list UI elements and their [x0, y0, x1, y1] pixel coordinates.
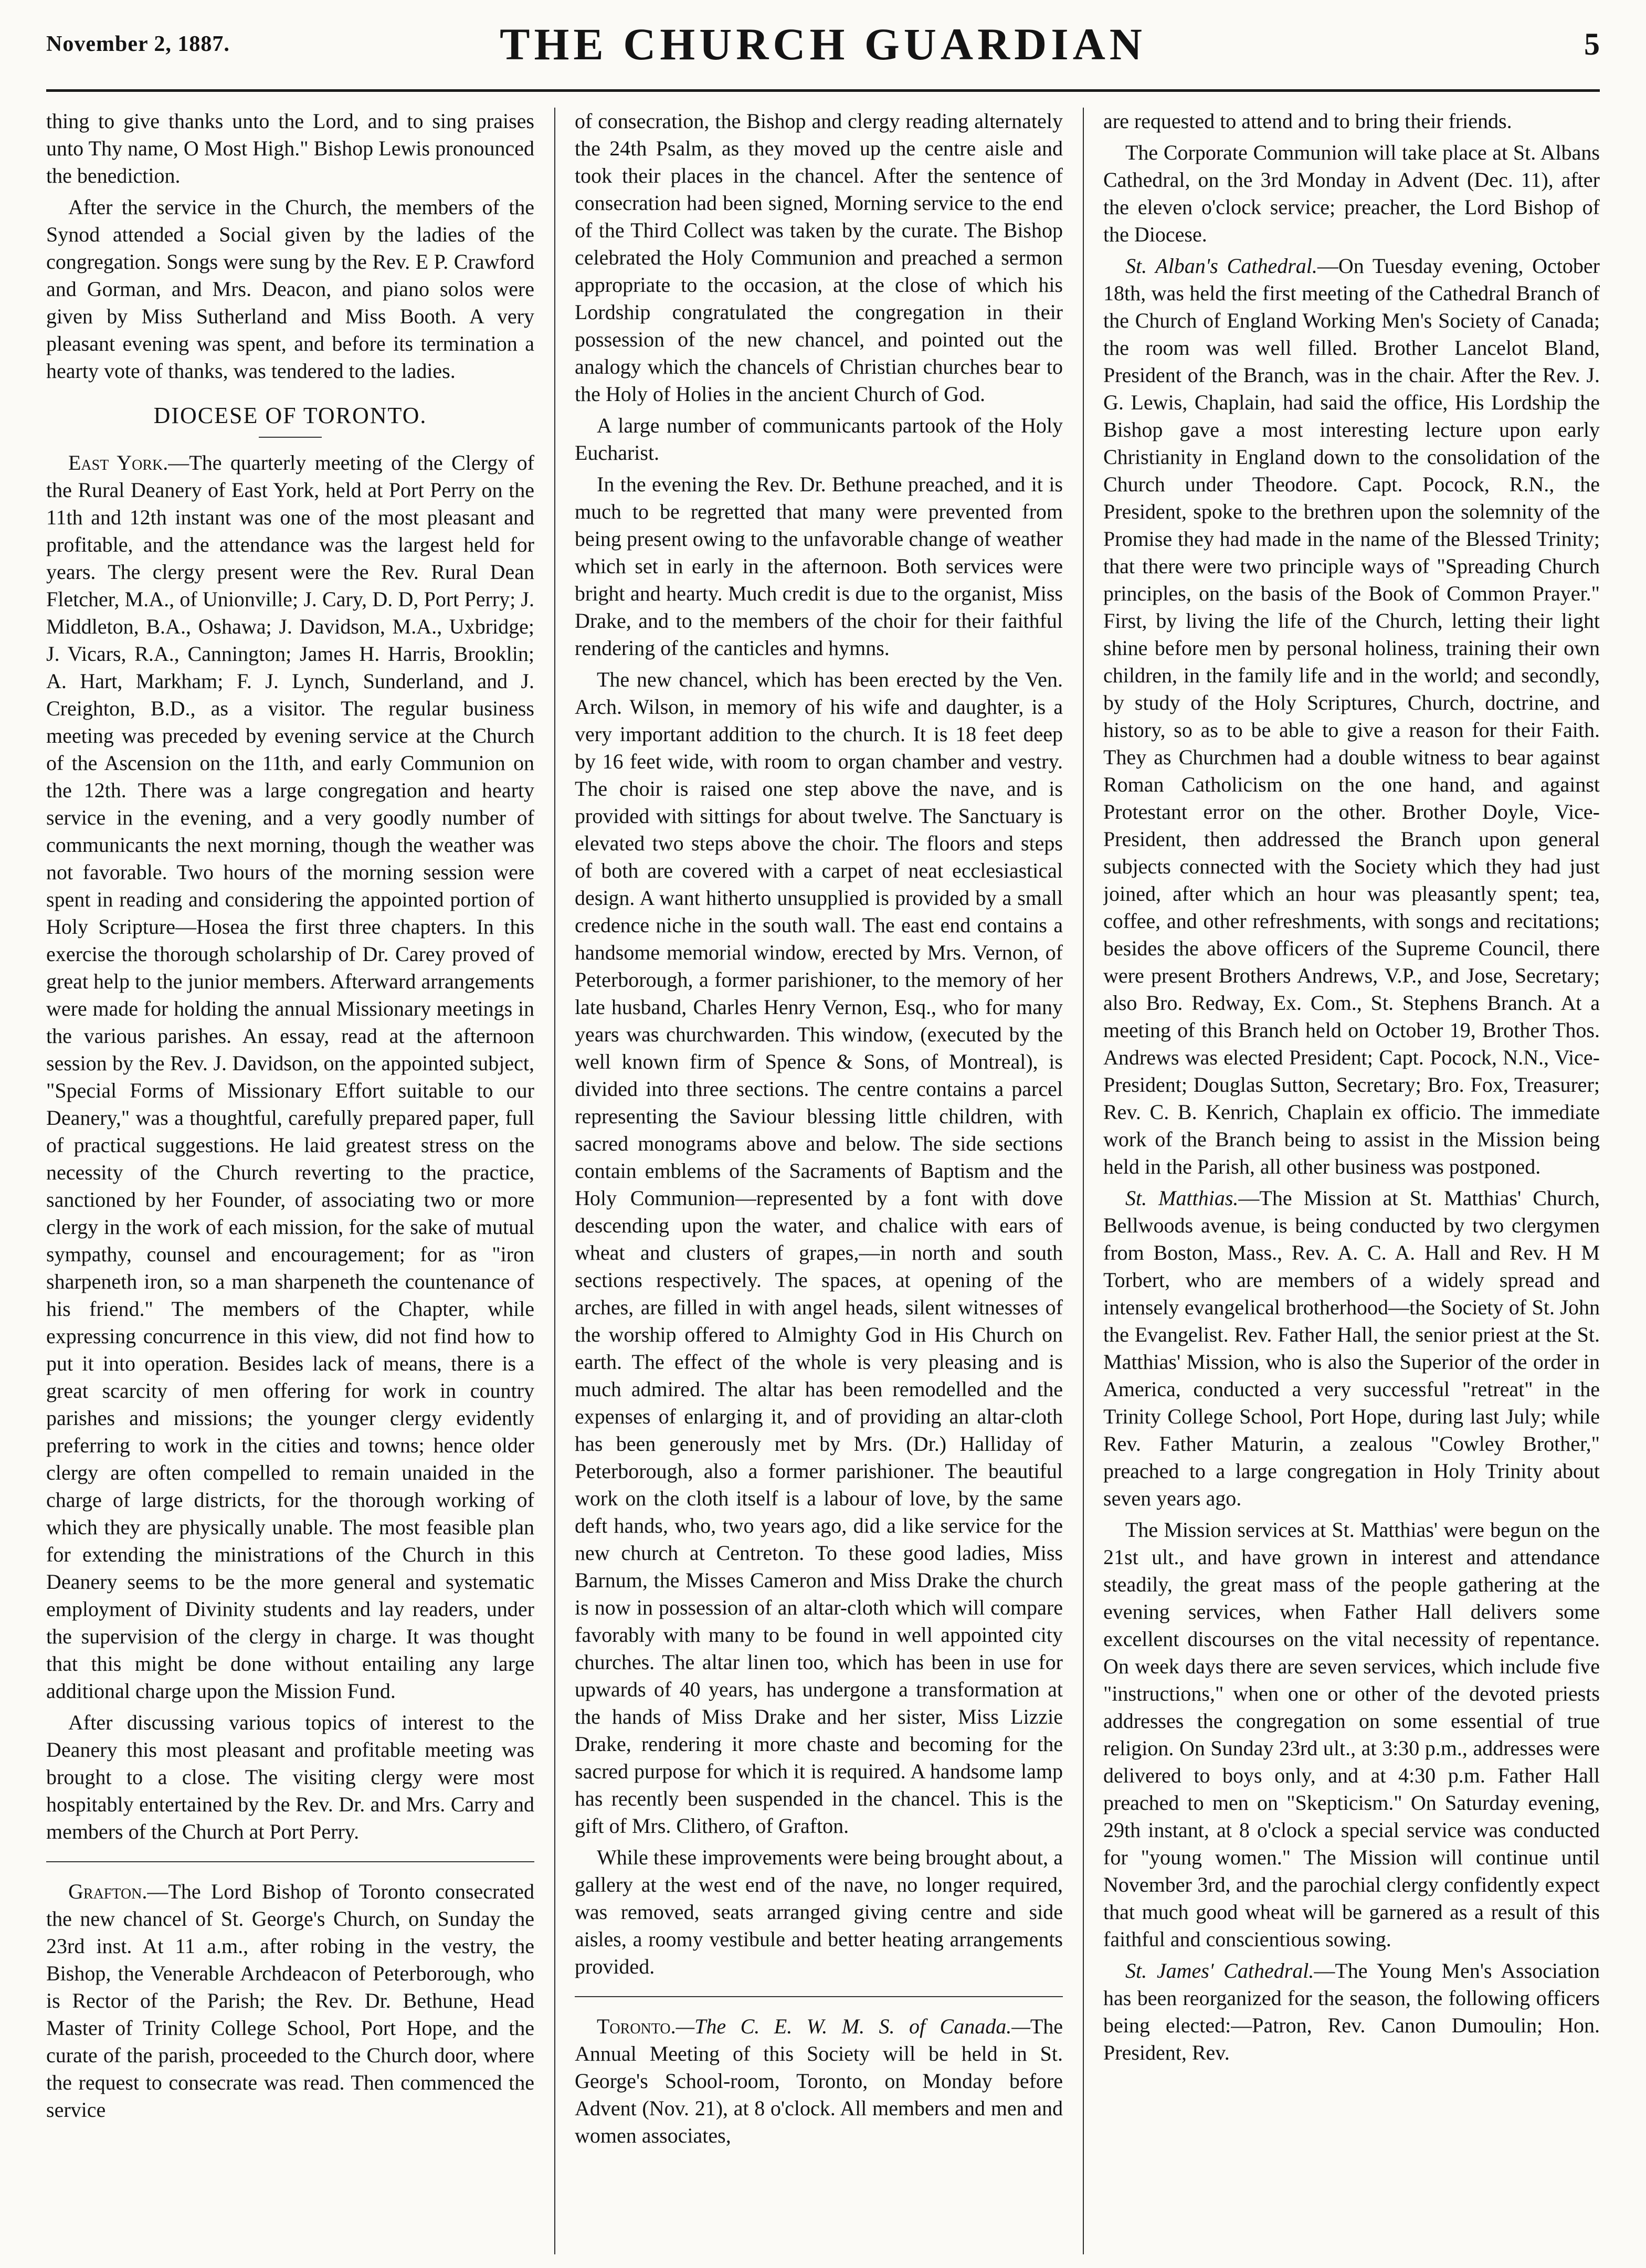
- divider: [575, 1996, 1063, 1997]
- article-st-james: [1103, 1957, 1600, 2066]
- paragraph: The Mission services at St. Matthias' were begun on the 21st ult., and have grown in interest and attendance steadily, the great mass of the people gathering at the evening services, when Father Hall delivers some excellent discourses on the vital necessity of repentance. On week days there are seven services, which include five "instructions," when one or other of the devoted priests addresses the congregation on some essential of true religion. On Sunday 23rd ult., at 3:30 p.m., addresses were delivered to boys only, and at 4:30 p.m. Father Hall preached to men on "Skepticism." On Saturday evening, 29th instant, at 8 o'clock a special service was conducted for "young women." The Mission will continue until November 3rd, and the parochial clergy confidently expect that much good wheat will be garnered as a result of this faithful and conscientious sowing.: [1103, 1518, 1600, 1951]
- paragraph: thing to give thanks unto the Lord, and to sing praises unto Thy name, O Most High." Bishop Lewis pronounced the benediction.: [46, 109, 534, 187]
- article-toronto: [575, 2013, 1063, 2149]
- column-rule: [1083, 108, 1084, 2254]
- column-1: [46, 108, 534, 2254]
- paragraph: After discussing various topics of interest to the Deanery this most pleasant and profitable meeting was brought to a close. The visiting clergy were most hospitably entertained by the Rev. Dr. and Mrs. Carry and members of the Church at Port Perry.: [46, 1711, 534, 1844]
- article-text: —The Lord Bishop of Toronto consecrated the new chancel of St. George's Church, on Sunday the 23rd inst. At 11 a.m., after robing in the vestry, the Bishop, the Venerable Archdeacon of Peterborough, who is Rector of the Parish; the Rev. Dr. Bethune, Head Master of Trinity College School, Port Hope, and the curate of the parish, proceeded to the Church door, where the request to consecrate was read. Then commenced the service: [46, 1880, 534, 2122]
- article-text: —The Young Men's Association has been reorganized for the season, the following officers being elected:—Patron, Rev. Canon Dumoulin; Hon. President, Rev.: [1103, 1959, 1600, 2064]
- article-lead: St. Matthias.: [1125, 1186, 1239, 1210]
- paragraph: In the evening the Rev. Dr. Bethune preached, and it is much to be regretted that many were prevented from being present owing to the unfavorable change of weather which set in early in the afternoon. Both services were bright and hearty. Much credit is due to the organist, Miss Drake, and to the members of the choir for their faithful rendering of the canticles and hymns.: [575, 472, 1063, 660]
- article-lead: East York.: [68, 451, 168, 475]
- article-lead: Grafton.: [68, 1880, 147, 1904]
- column-3: [1103, 108, 1600, 2254]
- article-st-albans: [1103, 252, 1600, 1180]
- page-number: 5: [1584, 27, 1600, 61]
- article-lead: Toronto.: [597, 2014, 676, 2038]
- divider: [46, 1861, 534, 1862]
- article-lead: St. Alban's Cathedral.: [1125, 254, 1317, 278]
- article-text: The Annual Meeting of this Society will be held in St. George's School-room, Toronto, on Monday before Advent (Nov. 21), at 8 o'clock. All members and men and women associates,: [575, 2014, 1063, 2147]
- divider: [259, 437, 322, 438]
- newspaper-title: THE CHURCH GUARDIAN: [500, 19, 1146, 69]
- column-rule: [554, 108, 555, 2254]
- column-2: [575, 108, 1063, 2254]
- paragraph: While these improvements were being brought about, a gallery at the west end of the nave, no longer required, was removed, seats arranged giving centre and side aisles, a roomy vestibule and better heating arrangements provided.: [575, 1845, 1063, 1978]
- article-text: —The Mission at St. Matthias' Church, Bellwoods avenue, is being conducted by two clergymen from Boston, Mass., Rev. A. C. A. Hall and Rev. H M Torbert, who are members of a widely spread and intensely evangelical brotherhood—the Society of St. John the Evangelist. Rev. Father Hall, the senior priest at the St. Matthias' Mission, who is also the Superior of the order in America, conducted a very successful "retreat" in the Trinity College School, Port Hope, during last July; while Rev. Father Maturin, a zealous "Cowley Brother," preached to a large congregation in Holy Trinity about seven years ago.: [1103, 1186, 1600, 1510]
- paragraph: of consecration, the Bishop and clergy reading alternately the 24th Psalm, as they moved up the centre aisle and took their places in the chancel. After the sentence of consecration had been signed, Morning service to the end of the Third Collect was taken by the curate. The Bishop celebrated the Holy Communion and preached a sermon appropriate to the occasion, at the close of which his Lordship congratulated the congregation in their possession of the new chancel, and pointed out the analogy which the chancels of Christian churches bear to the Holy of Holies in the ancient Church of God.: [575, 109, 1063, 406]
- article-grafton: [46, 1878, 534, 2124]
- article-text: —On Tuesday evening, October 18th, was held the first meeting of the Cathedral Branch of the Church of England Working Men's Society of Canada; the room was well filled. Brother Lancelot Bland, President of the Branch, was in the chair. After the Rev. J. G. Lewis, Chaplain, had said the office, His Lordship the Bishop gave a most interesting lecture upon early Christianity in England down to the consolidation of the Church under Theodore. Capt. Pocock, R.N., the President, spoke to the brethren upon the solemnity of the Promise they had made in the name of the Blessed Trinity; that there were two principle ways of "Spreading Church principles, on the basis of the Book of Common Prayer." First, by living the life of the Church, letting their light shine before men by personal holiness, training their own children, in the family life and in the world; and secondly, by study of the Holy Scriptures, Church, doctrine, and history, so as to be able to give a reason for their Faith. They as Churchmen had a double witness to bear against Roman Catholicism on the one hand, and against Protestant error on the other. Brother Doyle, Vice-President, then addressed the Branch upon general subjects connected with the Society which they had just joined, after which an hour was pleasantly spent; tea, coffee, and other refreshments, with songs and recitations; besides the above officers of the Supreme Council, there were present Brothers Andrews, V.P., and Jose, Secretary; also Bro. Redway, Ex. Com., St. Stephens Branch. At a meeting of this Branch held on October 19, Brother Thos. Andrews was elected President; Capt. Pocock, N.N., Vice-President; Douglas Sutton, Secretary; Bro. Fox, Treasurer; Rev. C. B. Kenrich, Chaplain ex officio. The immediate work of the Branch being to assist in the Mission being held in the Parish, all other business was postponed.: [1103, 254, 1600, 1178]
- paragraph: After the service in the Church, the members of the Synod attended a Social given by the ladies of the congregation. Songs were sung by the Rev. E P. Crawford and Gorman, and Mrs. Deacon, and piano solos were given by Miss Sutherland and Miss Booth. A very pleasant evening was spent, and before its termination a hearty vote of thanks, was tendered to the ladies.: [46, 195, 534, 383]
- section-heading: DIOCESE OF TORONTO.: [153, 403, 427, 428]
- article-text: —The quarterly meeting of the Clergy of the Rural Deanery of East York, held at Port Perry on the 11th and 12th instant was one of the most pleasant and profitable, and the attendance was the largest held for years. The clergy present were the Rev. Rural Dean Fletcher, M.A., of Unionville; J. Cary, D. D, Port Perry; J. Middleton, B.A., Oshawa; J. Davidson, M.A., Uxbridge; J. Vicars, R.A., Cannington; James H. Harris, Brooklin; A. Hart, Markham; F. J. Lynch, Sunderland, and J. Creighton, B.D., as a visitor. The regular business meeting was preceded by evening service at the Church of the Ascension on the 11th, and early Communion on the 12th. There was a large congregation and hearty service in the evening, and a very goodly number of communicants the next morning, though the weather was not favorable. Two hours of the morning session were spent in reading and considering the appointed portion of Holy Scripture—Hosea the first three chapters. In this exercise the thorough scholarship of Dr. Carey proved of great help to the junior members. Afterward arrangements were made for holding the annual Missionary meetings in the various parishes. An essay, read at the afternoon session by the Rev. J. Davidson, on the appointed subject, "Special Forms of Missionary Effort suitable to our Deanery," was a thoughtful, carefully prepared paper, full of practical suggestions. He laid greatest stress on the necessity of the Church reverting to the practice, sanctioned by her Founder, of associating two or more clergy in the work of each mission, for the sake of mutual sympathy, counsel and encouragement; for as "iron sharpeneth iron, so a man sharpeneth the countenance of his friend." The members of the Chapter, while expressing concurrence in this view, did not find how to put it into operation. Besides lack of means, there is a great scarcity of men offering for work in country parishes and missions; the younger clergy evidently preferring to work in the cities and towns; hence older clergy are often compelled to remain unaided in the charge of large districts, for the thorough working of which they are physically unable. The most feasible plan for extending the ministrations of the Church in this Deanery seems to be the more general and systematic employment of Divinity students and lay readers, under the supervision of the clergy in charge. It was thought that this might be done without entailing any large additional charge upon the Mission Fund.: [46, 451, 534, 1703]
- article-east-york: [46, 449, 534, 1705]
- article-subtitle: —The C. E. W. M. S. of Canada.—: [676, 2014, 1030, 2038]
- paragraph: The new chancel, which has been erected by the Ven. Arch. Wilson, in memory of his wife and daughter, is a very important addition to the church. It is 18 feet deep by 16 feet wide, with room to organ chamber and vestry. The choir is raised one step above the nave, and is provided with sittings for about twelve. The Sanctuary is elevated two steps above the choir. The floors and steps of both are covered with a carpet of neat ecclesiastical design. A want hitherto unsupplied is provided by a small credence niche in the south wall. The east end contains a handsome memorial window, erected by Mrs. Vernon, of Peterborough, a former parishioner, to the memory of her late husband, Charles Henry Vernon, Esq., who for many years was churchwarden. This window, (executed by the well known firm of Spence & Sons, of Montreal), is divided into three sections. The centre contains a parcel representing the Saviour blessing little children, with sacred monograms above and below. The side sections contain emblems of the Sacraments of Baptism and the Holy Communion—represented by a font with dove descending upon the water, and chalice with ears of wheat and clusters of grapes,—in north and south sections respectively. The spaces, at opening of the arches, are filled in with angel heads, silent witnesses of the worship offered to Almighty God in His Church on earth. The effect of the whole is very pleasing and is much admired. The altar has been remodelled and the expenses of enlarging it, and of providing an altar-cloth has been generously met by Mrs. (Dr.) Halliday of Peterborough, also a former parishioner. The beautiful work on the cloth itself is a labour of love, by the same deft hands, who, two years ago, did a like service for the new church at Centreton. To these good ladies, Miss Barnum, the Misses Cameron and Miss Drake the church is now in possession of an altar-cloth which will compare favorably with many to be found in well appointed city churches. The altar linen too, which has been in use for upwards of 40 years, has undergone a transformation at the hands of Miss Drake and her sister, Miss Lizzie Drake, rendering it more chaste and becoming for the sacred purpose for which it is required. A handsome lamp has recently been suspended in the chancel. This is the gift of Mrs. Clithero, of Grafton.: [575, 668, 1063, 1838]
- article-st-matthias: [1103, 1185, 1600, 1512]
- issue-date: November 2, 1887.: [46, 32, 230, 56]
- masthead: [46, 10, 1600, 92]
- paragraph: The Corporate Communion will take place at St. Albans Cathedral, on the 3rd Monday in Advent (Dec. 11), after the eleven o'clock service; preacher, the Lord Bishop of the Diocese.: [1103, 141, 1600, 246]
- paragraph: A large number of communicants partook of the Holy Eucharist.: [575, 414, 1063, 465]
- article-lead: St. James' Cathedral.: [1125, 1959, 1314, 1982]
- paragraph: are requested to attend and to bring their friends.: [1103, 109, 1512, 133]
